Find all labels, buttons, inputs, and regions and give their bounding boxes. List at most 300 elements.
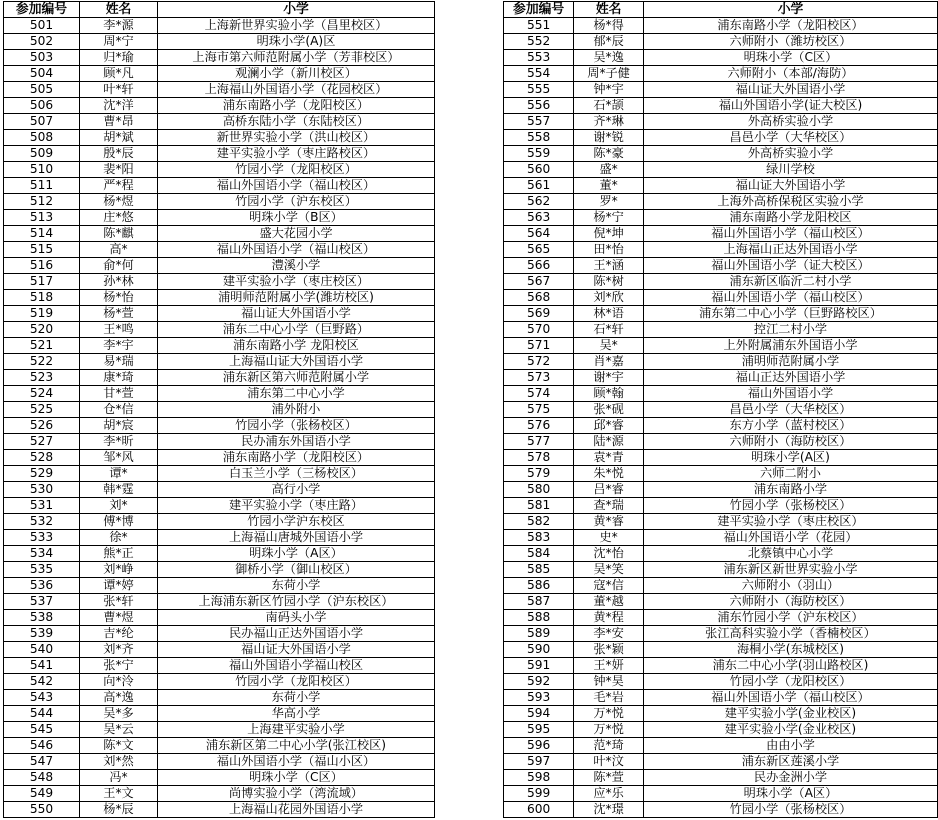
table-row — [4, 290, 435, 306]
table-row — [4, 514, 435, 530]
cell-number: 520 — [4, 322, 80, 338]
cell-number: 585 — [504, 562, 574, 578]
cell-name: 罗* — [574, 194, 644, 210]
cell-name: 陈*麒 — [80, 226, 158, 242]
cell-name: 高* — [80, 242, 158, 258]
cell-number: 525 — [4, 402, 80, 418]
cell-number: 556 — [504, 98, 574, 114]
cell-school: 浦明师范附属小学 — [643, 354, 937, 370]
cell-number: 524 — [4, 386, 80, 402]
table-row — [4, 226, 435, 242]
cell-number: 580 — [504, 482, 574, 498]
cell-name: 谢*宇 — [574, 370, 644, 386]
cell-school: 建平实验小学（枣庄路） — [158, 498, 435, 514]
cell-name: 沈*璟 — [574, 802, 644, 818]
cell-name: 刘* — [80, 498, 158, 514]
cell-school: 浦东新区第六师范附属小学 — [158, 370, 435, 386]
cell-name: 史* — [574, 530, 644, 546]
cell-name: 王*涵 — [574, 258, 644, 274]
table-row — [4, 690, 435, 706]
table-row — [4, 418, 435, 434]
cell-school: 竹园小学（龙阳校区） — [158, 674, 435, 690]
cell-number: 570 — [504, 322, 574, 338]
cell-name: 杨*得 — [574, 18, 644, 34]
cell-school: 上外附属浦东外国语小学 — [643, 338, 937, 354]
cell-school: 福山外国语小学 — [643, 386, 937, 402]
cell-school: 上海福山唐城外国语小学 — [158, 530, 435, 546]
cell-name: 吴*多 — [80, 706, 158, 722]
cell-school: 六师附小（本部/海防） — [643, 66, 937, 82]
cell-number: 546 — [4, 738, 80, 754]
cell-name: 裴*阳 — [80, 162, 158, 178]
cell-school: 由由小学 — [643, 738, 937, 754]
cell-number: 510 — [4, 162, 80, 178]
cell-name: 陈*萱 — [574, 770, 644, 786]
cell-name: 徐* — [80, 530, 158, 546]
cell-name: 叶*轩 — [80, 82, 158, 98]
cell-name: 韩*霆 — [80, 482, 158, 498]
cell-number: 571 — [504, 338, 574, 354]
table-row — [4, 338, 435, 354]
cell-number: 591 — [504, 658, 574, 674]
table-row — [504, 674, 938, 690]
cell-name: 李*安 — [574, 626, 644, 642]
table-row — [504, 450, 938, 466]
cell-number: 579 — [504, 466, 574, 482]
table-row — [4, 274, 435, 290]
cell-school: 民办浦东外国语小学 — [158, 434, 435, 450]
table-row — [504, 258, 938, 274]
cell-number: 539 — [4, 626, 80, 642]
cell-name: 杨*萱 — [80, 306, 158, 322]
cell-school: 竹园小学（张杨校区） — [158, 418, 435, 434]
cell-school: 浦东第二中心小学（巨野路校区） — [643, 306, 937, 322]
cell-number: 594 — [504, 706, 574, 722]
table-row — [4, 386, 435, 402]
cell-number: 547 — [4, 754, 80, 770]
cell-school: 绿川学校 — [643, 162, 937, 178]
cell-name: 齐*琳 — [574, 114, 644, 130]
cell-name: 张*宁 — [80, 658, 158, 674]
table-row — [4, 194, 435, 210]
table-row — [504, 130, 938, 146]
table-row — [504, 370, 938, 386]
table-row — [4, 114, 435, 130]
cell-school: 竹园小学（张杨校区） — [643, 802, 937, 818]
table-row — [4, 706, 435, 722]
cell-school: 浦东南路小学 — [643, 482, 937, 498]
table-row — [4, 450, 435, 466]
cell-school: 竹园小学（张杨校区） — [643, 498, 937, 514]
cell-name: 孙*林 — [80, 274, 158, 290]
table-row — [4, 498, 435, 514]
cell-number: 563 — [504, 210, 574, 226]
cell-number: 572 — [504, 354, 574, 370]
table-row — [504, 722, 938, 738]
cell-name: 康*琦 — [80, 370, 158, 386]
cell-number: 501 — [4, 18, 80, 34]
cell-name: 石*颉 — [574, 98, 644, 114]
cell-school: 建平实验小学（枣庄路校区） — [158, 146, 435, 162]
cell-school: 观澜小学（新川校区） — [158, 66, 435, 82]
table-row — [504, 162, 938, 178]
cell-name: 杨*怡 — [80, 290, 158, 306]
cell-number: 545 — [4, 722, 80, 738]
cell-name: 仓*信 — [80, 402, 158, 418]
cell-number: 516 — [4, 258, 80, 274]
table-row — [504, 274, 938, 290]
cell-school: 明珠小学(A)区 — [158, 34, 435, 50]
cell-name: 寇*信 — [574, 578, 644, 594]
cell-school: 浦东新区莲溪小学 — [643, 754, 937, 770]
header-row — [504, 2, 938, 18]
cell-school: 上海市第六师范附属小学（芳菲校区） — [158, 50, 435, 66]
cell-number: 544 — [4, 706, 80, 722]
cell-school: 六师二附小 — [643, 466, 937, 482]
cell-number: 521 — [4, 338, 80, 354]
cell-number: 558 — [504, 130, 574, 146]
cell-name: 杨*辰 — [80, 802, 158, 818]
table-row — [4, 562, 435, 578]
cell-school: 浦东南路小学（龙阳校区） — [158, 450, 435, 466]
table-row — [4, 50, 435, 66]
table-row — [504, 482, 938, 498]
cell-number: 554 — [504, 66, 574, 82]
cell-name: 邱*睿 — [574, 418, 644, 434]
cell-school: 浦东竹园小学（沪东校区） — [643, 610, 937, 626]
cell-school: 福山外国语小学福山校区 — [158, 658, 435, 674]
cell-school: 福山外国语小学（福山校区） — [643, 690, 937, 706]
table-row — [504, 418, 938, 434]
table-row — [504, 786, 938, 802]
cell-name: 熊*正 — [80, 546, 158, 562]
table-row — [4, 482, 435, 498]
cell-number: 569 — [504, 306, 574, 322]
table-row — [504, 546, 938, 562]
table-row — [504, 178, 938, 194]
roster-table-left — [3, 1, 435, 818]
cell-number: 533 — [4, 530, 80, 546]
cell-name: 周*子健 — [574, 66, 644, 82]
table-row — [504, 802, 938, 818]
table-row — [504, 402, 938, 418]
cell-number: 530 — [4, 482, 80, 498]
cell-school: 福山正达外国语小学 — [643, 370, 937, 386]
table-row — [4, 642, 435, 658]
table-row — [4, 658, 435, 674]
cell-name: 邹*风 — [80, 450, 158, 466]
table-row — [4, 322, 435, 338]
cell-name: 谢*锐 — [574, 130, 644, 146]
cell-school: 御桥小学（御山校区） — [158, 562, 435, 578]
cell-school: 高行小学 — [158, 482, 435, 498]
cell-school: 上海福山外国语小学（花园校区） — [158, 82, 435, 98]
cell-school: 海桐小学(东城校区) — [643, 642, 937, 658]
cell-school: 明珠小学(A区) — [643, 450, 937, 466]
cell-number: 560 — [504, 162, 574, 178]
table-row — [504, 210, 938, 226]
cell-school: 福山外国语小学（福山小区） — [158, 754, 435, 770]
cell-school: 福山证大外国语小学 — [158, 306, 435, 322]
table-row — [504, 114, 938, 130]
cell-school: 福山外国语小学（证大校区） — [643, 258, 937, 274]
cell-number: 561 — [504, 178, 574, 194]
header-number: 参加编号 — [4, 2, 80, 18]
cell-number: 555 — [504, 82, 574, 98]
cell-number: 582 — [504, 514, 574, 530]
cell-number: 519 — [4, 306, 80, 322]
header-name: 姓名 — [80, 2, 158, 18]
table-row — [4, 354, 435, 370]
cell-number: 595 — [504, 722, 574, 738]
cell-number: 552 — [504, 34, 574, 50]
table-row — [504, 658, 938, 674]
cell-number: 573 — [504, 370, 574, 386]
table-row — [504, 578, 938, 594]
cell-number: 566 — [504, 258, 574, 274]
cell-number: 553 — [504, 50, 574, 66]
cell-school: 东方小学（蓝村校区） — [643, 418, 937, 434]
cell-number: 526 — [4, 418, 80, 434]
cell-school: 东荷小学 — [158, 690, 435, 706]
cell-number: 543 — [4, 690, 80, 706]
cell-name: 高*逸 — [80, 690, 158, 706]
table-row — [4, 146, 435, 162]
table-row — [4, 306, 435, 322]
table-row — [504, 514, 938, 530]
cell-name: 谭* — [80, 466, 158, 482]
table-row — [4, 594, 435, 610]
cell-name: 王*文 — [80, 786, 158, 802]
cell-number: 531 — [4, 498, 80, 514]
cell-school: 福山证大外国语小学 — [643, 82, 937, 98]
cell-number: 574 — [504, 386, 574, 402]
table-row — [4, 466, 435, 482]
table-row — [4, 98, 435, 114]
cell-name: 黄*程 — [574, 610, 644, 626]
cell-name: 胡*宸 — [80, 418, 158, 434]
cell-number: 532 — [4, 514, 80, 530]
cell-school: 上海福山正达外国语小学 — [643, 242, 937, 258]
cell-school: 上海新世界实验小学（昌里校区） — [158, 18, 435, 34]
cell-school: 浦东第二中心小学 — [158, 386, 435, 402]
cell-name: 吕*睿 — [574, 482, 644, 498]
cell-name: 吴* — [574, 338, 644, 354]
cell-school: 民办福山正达外国语小学 — [158, 626, 435, 642]
cell-school: 福山证大外国语小学 — [643, 178, 937, 194]
cell-number: 589 — [504, 626, 574, 642]
cell-number: 528 — [4, 450, 80, 466]
cell-number: 540 — [4, 642, 80, 658]
cell-number: 502 — [4, 34, 80, 50]
cell-number: 577 — [504, 434, 574, 450]
cell-school: 外高桥实验小学 — [643, 114, 937, 130]
cell-name: 曹*昂 — [80, 114, 158, 130]
cell-number: 535 — [4, 562, 80, 578]
cell-number: 537 — [4, 594, 80, 610]
cell-name: 袁*青 — [574, 450, 644, 466]
cell-school: 浦外附小 — [158, 402, 435, 418]
cell-name: 王*妍 — [574, 658, 644, 674]
cell-number: 507 — [4, 114, 80, 130]
table-row — [4, 578, 435, 594]
table-row — [504, 50, 938, 66]
table-row — [4, 610, 435, 626]
table-row — [4, 770, 435, 786]
cell-school: 明珠小学（A区） — [643, 786, 937, 802]
cell-school: 民办金洲小学 — [643, 770, 937, 786]
table-row — [4, 370, 435, 386]
table-row — [504, 18, 938, 34]
cell-school: 竹园小学（龙阳校区） — [158, 162, 435, 178]
cell-school: 上海浦东新区竹园小学（沪东校区） — [158, 594, 435, 610]
table-row — [504, 770, 938, 786]
cell-number: 509 — [4, 146, 80, 162]
table-row — [4, 210, 435, 226]
table-row — [504, 290, 938, 306]
cell-school: 福山外国语小学（花园） — [643, 530, 937, 546]
cell-name: 李*宇 — [80, 338, 158, 354]
table-row — [4, 258, 435, 274]
header-row — [4, 2, 435, 18]
cell-name: 王*鸣 — [80, 322, 158, 338]
cell-number: 513 — [4, 210, 80, 226]
cell-name: 陆*源 — [574, 434, 644, 450]
table-row — [4, 530, 435, 546]
table-row — [504, 738, 938, 754]
cell-name: 吴*笑 — [574, 562, 644, 578]
cell-number: 515 — [4, 242, 80, 258]
cell-number: 534 — [4, 546, 80, 562]
cell-school: 福山外国语小学（福山校区） — [643, 290, 937, 306]
cell-number: 542 — [4, 674, 80, 690]
table-row — [4, 242, 435, 258]
cell-name: 张*轩 — [80, 594, 158, 610]
cell-school: 尚博实验小学（湾流域） — [158, 786, 435, 802]
cell-name: 陈*豪 — [574, 146, 644, 162]
cell-name: 田*怡 — [574, 242, 644, 258]
cell-name: 向*泠 — [80, 674, 158, 690]
cell-school: 华高小学 — [158, 706, 435, 722]
table-row — [504, 66, 938, 82]
cell-school: 福山外国语小学（福山校区） — [158, 178, 435, 194]
cell-number: 593 — [504, 690, 574, 706]
cell-school: 六师附小（海防校区） — [643, 434, 937, 450]
cell-number: 562 — [504, 194, 574, 210]
cell-number: 549 — [4, 786, 80, 802]
cell-school: 浦东南路小学 龙阳校区 — [158, 338, 435, 354]
cell-number: 598 — [504, 770, 574, 786]
cell-name: 李*源 — [80, 18, 158, 34]
table-row — [4, 34, 435, 50]
cell-number: 587 — [504, 594, 574, 610]
table-row — [504, 690, 938, 706]
table-row — [4, 546, 435, 562]
cell-school: 福山外国语小学(证大校区) — [643, 98, 937, 114]
cell-name: 顾*凡 — [80, 66, 158, 82]
cell-school: 福山外国语小学（福山校区） — [643, 226, 937, 242]
table-row — [504, 562, 938, 578]
cell-school: 盛大花园小学 — [158, 226, 435, 242]
cell-number: 578 — [504, 450, 574, 466]
cell-name: 陈*树 — [574, 274, 644, 290]
cell-name: 盛* — [574, 162, 644, 178]
cell-number: 505 — [4, 82, 80, 98]
cell-name: 董* — [574, 178, 644, 194]
cell-number: 536 — [4, 578, 80, 594]
cell-school: 新世界实验小学（洪山校区） — [158, 130, 435, 146]
cell-name: 冯* — [80, 770, 158, 786]
table-row — [504, 386, 938, 402]
cell-school: 明珠小学（C区） — [158, 770, 435, 786]
cell-school: 控江二村小学 — [643, 322, 937, 338]
cell-number: 568 — [504, 290, 574, 306]
cell-number: 551 — [504, 18, 574, 34]
cell-number: 599 — [504, 786, 574, 802]
table-row — [504, 626, 938, 642]
cell-name: 万*悦 — [574, 706, 644, 722]
cell-number: 596 — [504, 738, 574, 754]
cell-name: 林*语 — [574, 306, 644, 322]
cell-number: 527 — [4, 434, 80, 450]
cell-number: 597 — [504, 754, 574, 770]
cell-name: 郁*辰 — [574, 34, 644, 50]
cell-school: 外高桥实验小学 — [643, 146, 937, 162]
cell-name: 易*瑞 — [80, 354, 158, 370]
header-school: 小学 — [643, 2, 937, 18]
header-number: 参加编号 — [504, 2, 574, 18]
cell-number: 590 — [504, 642, 574, 658]
table-row — [4, 802, 435, 818]
cell-school: 建平实验小学(金业校区) — [643, 722, 937, 738]
table-row — [504, 466, 938, 482]
cell-school: 南码头小学 — [158, 610, 435, 626]
table-row — [504, 146, 938, 162]
table-row — [4, 626, 435, 642]
cell-name: 刘*齐 — [80, 642, 158, 658]
table-row — [504, 226, 938, 242]
cell-number: 504 — [4, 66, 80, 82]
table-row — [504, 82, 938, 98]
table-row — [504, 322, 938, 338]
cell-number: 538 — [4, 610, 80, 626]
cell-school: 建平实验小学（枣庄校区） — [158, 274, 435, 290]
cell-school: 浦东南路小学（龙阳校区） — [643, 18, 937, 34]
cell-name: 傅*博 — [80, 514, 158, 530]
cell-name: 应*乐 — [574, 786, 644, 802]
cell-name: 殷*辰 — [80, 146, 158, 162]
cell-school: 上海福山花园外国语小学 — [158, 802, 435, 818]
table-row — [4, 66, 435, 82]
roster-table-right — [503, 1, 938, 818]
cell-name: 肖*嘉 — [574, 354, 644, 370]
cell-name: 张*砚 — [574, 402, 644, 418]
table-row — [504, 98, 938, 114]
cell-name: 杨*宁 — [574, 210, 644, 226]
table-row — [4, 674, 435, 690]
cell-school: 浦东新区新世界实验小学 — [643, 562, 937, 578]
cell-number: 592 — [504, 674, 574, 690]
table-row — [4, 162, 435, 178]
cell-school: 明珠小学（B区） — [158, 210, 435, 226]
cell-name: 倪*坤 — [574, 226, 644, 242]
cell-number: 518 — [4, 290, 80, 306]
cell-name: 吉*纶 — [80, 626, 158, 642]
cell-name: 万*悦 — [574, 722, 644, 738]
cell-school: 六师附小（海防校区） — [643, 594, 937, 610]
table-row — [4, 402, 435, 418]
cell-name: 范*琦 — [574, 738, 644, 754]
